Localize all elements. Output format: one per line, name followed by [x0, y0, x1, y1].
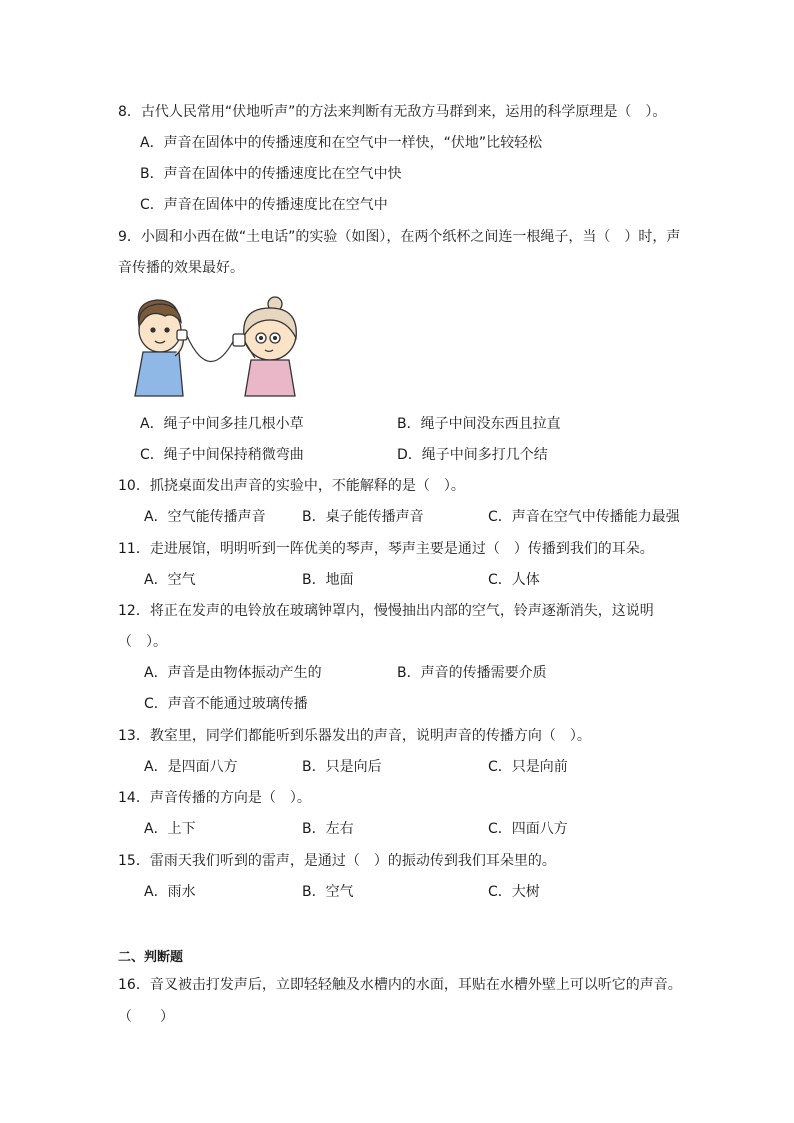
- q9-option-d: D．绳子中间多打几个结: [397, 447, 548, 463]
- q9-option-b: B．绳子中间没东西且拉直: [397, 416, 561, 432]
- q14-stem: 14．声音传播的方向是（ ）。: [118, 790, 311, 806]
- girl-figure: [233, 297, 296, 396]
- q15-option-a: A．雨水: [144, 884, 196, 900]
- q14-option-a: A．上下: [144, 821, 196, 837]
- q10-option-a: A．空气能传播声音: [144, 509, 266, 525]
- q11-option-c: C．人体: [488, 572, 540, 588]
- q12-option-b: B．声音的传播需要介质: [397, 665, 547, 681]
- q16-answer-blank[interactable]: （ ）: [118, 1009, 174, 1025]
- q16-stem: 16．音叉被击打发声后，立即轻轻触及水槽内的水面，耳贴在水槽外壁上可以听它的声音。: [118, 977, 682, 993]
- q10-stem: 10．抓挠桌面发出声音的实验中，不能解释的是（ ）。: [118, 478, 465, 494]
- q11-option-b: B．地面: [302, 572, 354, 588]
- tin-can-telephone-illustration: [125, 296, 305, 398]
- q13-option-b: B．只是向后: [302, 759, 382, 775]
- section-title-true-false: 二、判断题: [118, 950, 184, 965]
- q13-option-c: C．只是向前: [488, 759, 568, 775]
- q9-option-a: A．绳子中间多挂几根小草: [140, 416, 304, 432]
- q10-option-b: B．桌子能传播声音: [302, 509, 424, 525]
- q9-option-c: C．绳子中间保持稍微弯曲: [140, 447, 304, 463]
- q8-option-c: C．声音在固体中的传播速度比在空气中: [140, 197, 388, 213]
- q11-option-a: A．空气: [144, 572, 196, 588]
- q12-option-c: C．声音不能通过玻璃传播: [144, 696, 308, 712]
- q10-option-c: C．声音在空气中传播能力最强: [488, 509, 680, 525]
- q12-option-a: A．声音是由物体振动产生的: [144, 665, 322, 681]
- string-line: [187, 336, 235, 362]
- q14-option-b: B．左右: [302, 821, 354, 837]
- q14-option-c: C．四面八方: [488, 821, 568, 837]
- boy-figure: [135, 300, 187, 396]
- q8-option-a: A．声音在固体中的传播速度和在空气中一样快，“伏地”比较轻松: [140, 135, 543, 151]
- q9-stem-line2: 音传播的效果最好。: [118, 260, 244, 276]
- q8-option-b: B．声音在固体中的传播速度比在空气中快: [140, 166, 402, 182]
- q15-option-b: B．空气: [302, 884, 354, 900]
- q15-option-c: C．大树: [488, 884, 540, 900]
- q12-stem-line2: （ ）。: [118, 634, 167, 650]
- q13-option-a: A．是四面八方: [144, 759, 238, 775]
- q12-stem-line1: 12．将正在发声的电铃放在玻璃钟罩内，慢慢抽出内部的空气，铃声逐渐消失，这说明: [118, 603, 654, 619]
- q9-stem-line1: 9．小圆和小西在做“土电话”的实验（如图），在两个纸杯之间连一根绳子，当（ ）时，声: [118, 229, 681, 245]
- q11-stem: 11．走进展馆，明明听到一阵优美的琴声，琴声主要是通过（ ）传播到我们的耳朵。: [118, 541, 654, 557]
- q15-stem: 15．雷雨天我们听到的雷声，是通过（ ）的振动传到我们耳朵里的。: [118, 853, 556, 869]
- q8-stem: 8．古代人民常用“伏地听声”的方法来判断有无敌方马群到来，运用的科学原理是（ ）。: [118, 104, 667, 120]
- q13-stem: 13．教室里，同学们都能听到乐器发出的声音，说明声音的传播方向（ ）。: [118, 728, 591, 744]
